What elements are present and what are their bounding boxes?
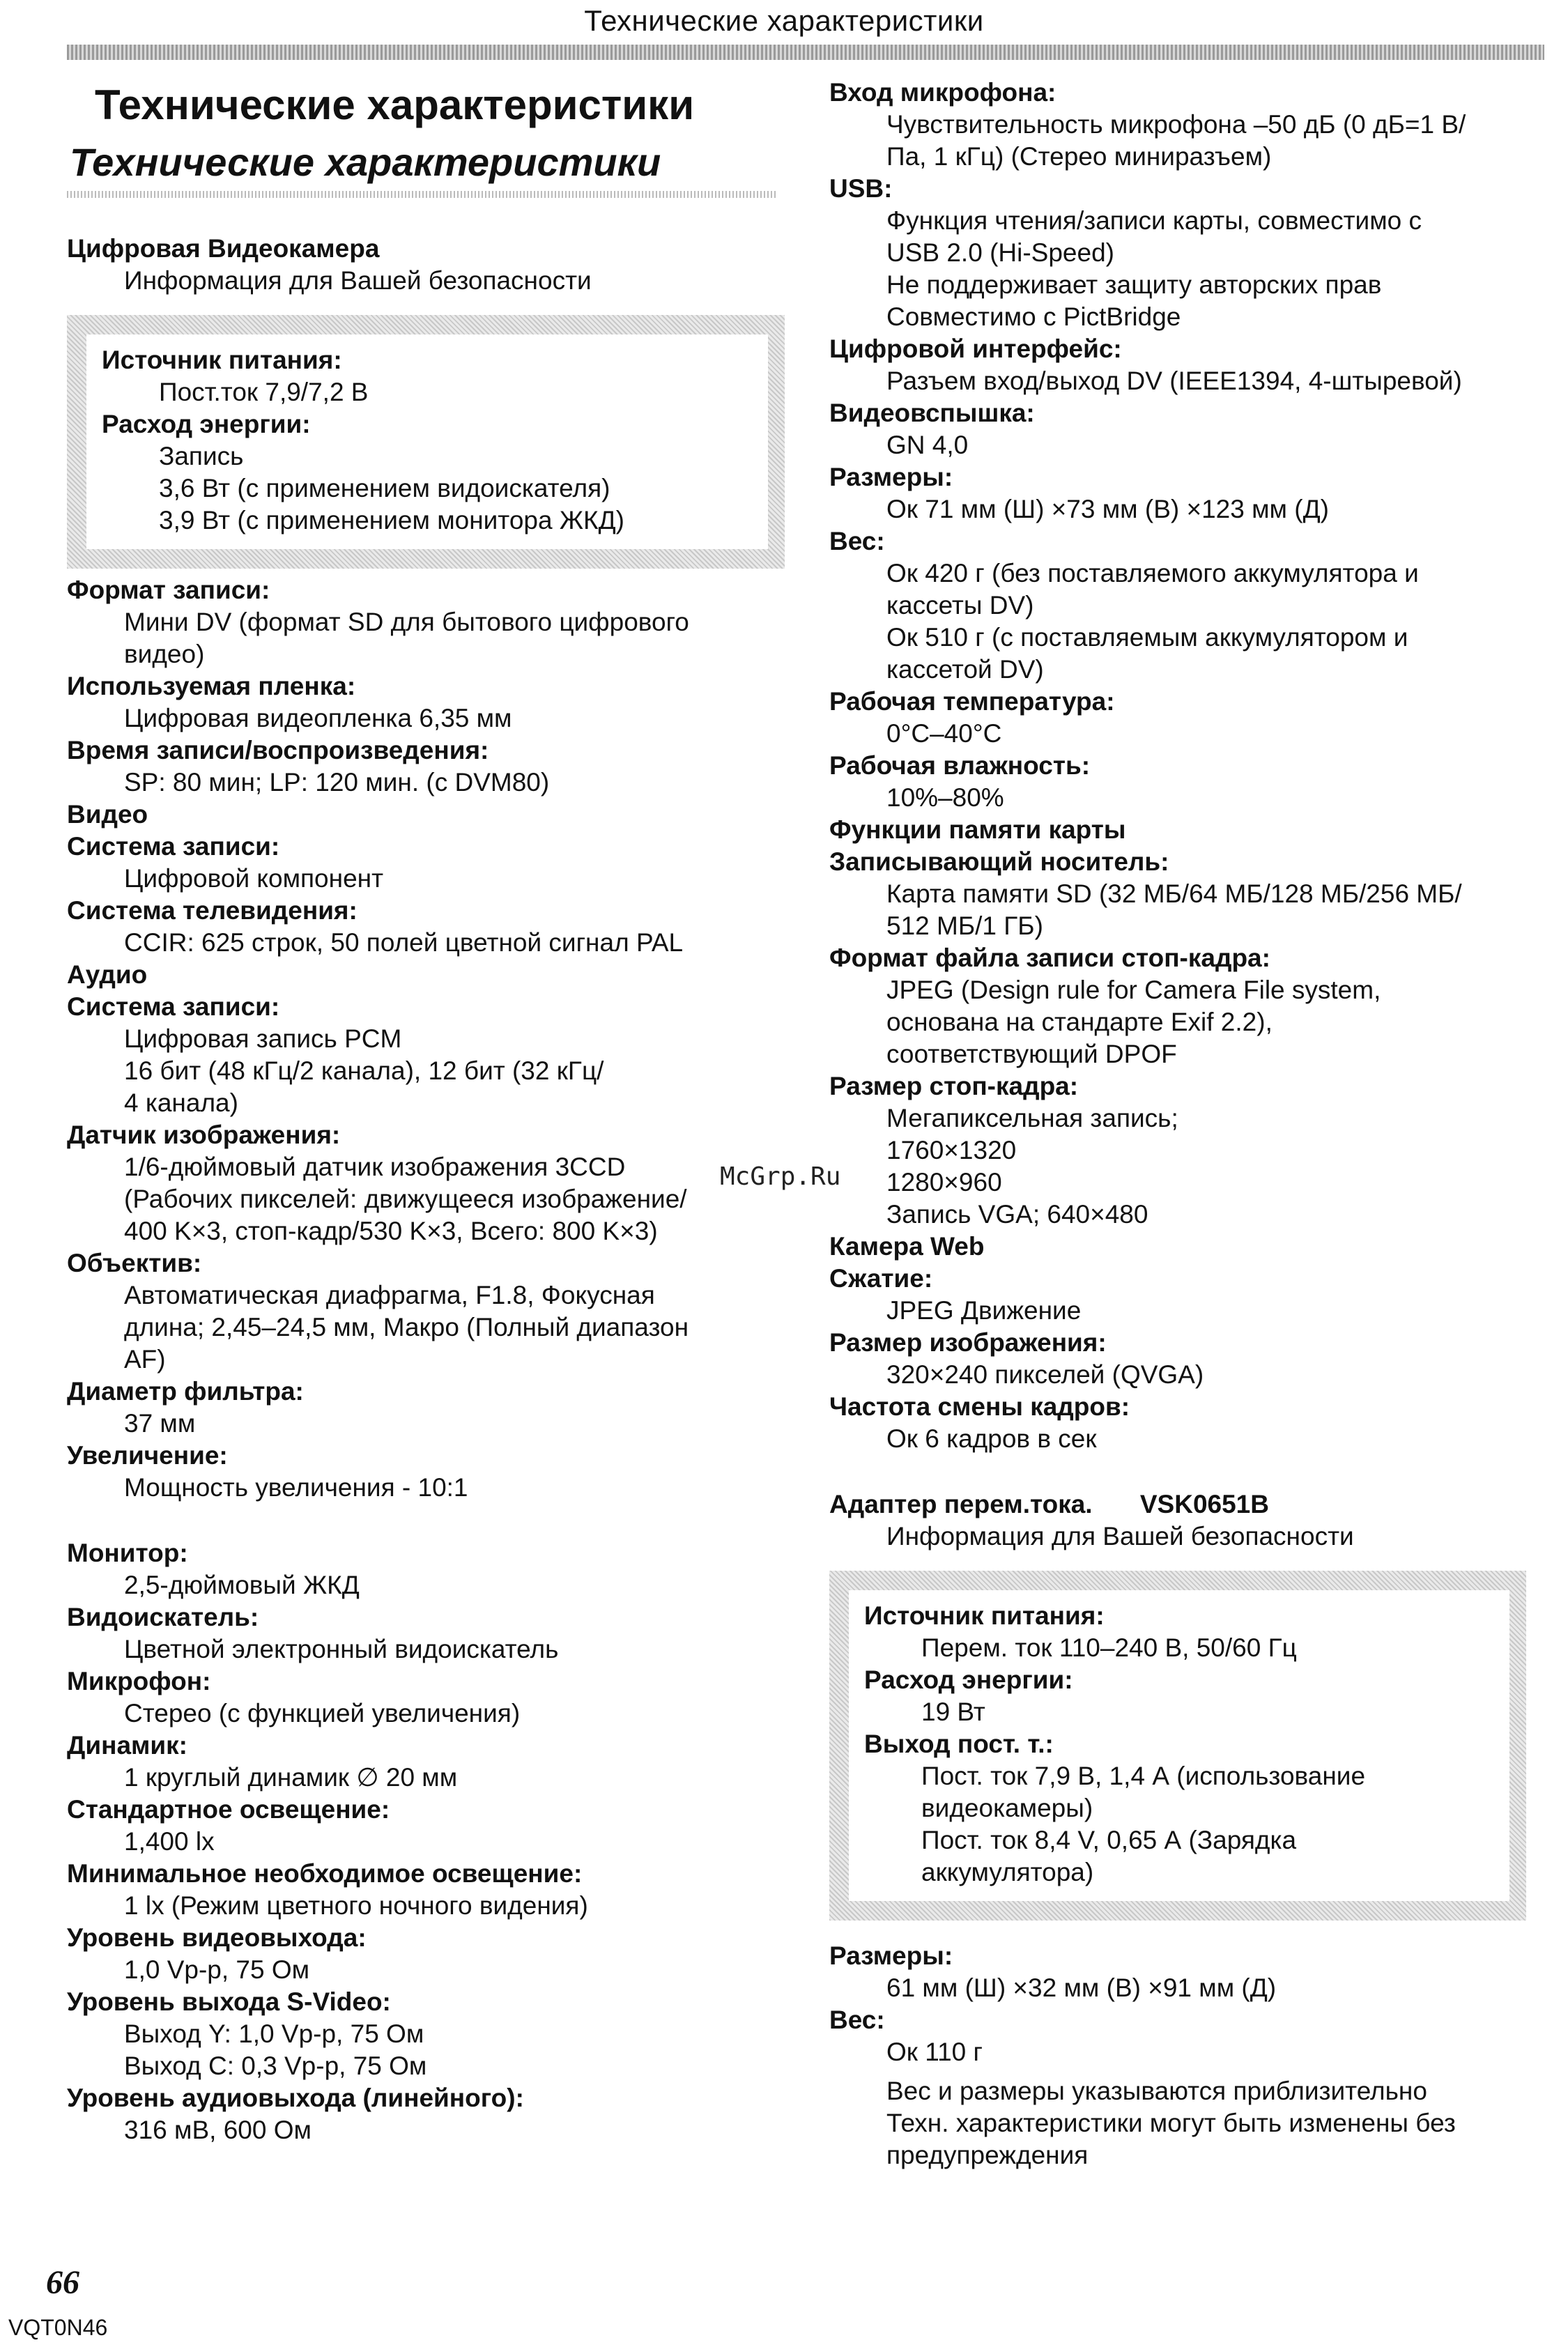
spec-label: USB:: [829, 174, 893, 203]
spec-item: [102, 344, 768, 408]
spec-item: [67, 1794, 785, 1858]
spec-value: 512 МБ/1 ГБ): [886, 911, 1043, 940]
spec-label: Видео: [67, 800, 148, 829]
spec-item: [829, 461, 1526, 525]
spec-label: Источник питания:: [864, 1601, 1105, 1630]
spec-item: [67, 1922, 785, 1986]
spec-label: Цифровой интерфейс:: [829, 334, 1122, 363]
spec-value: Стерео (с функцией увеличения): [124, 1699, 521, 1727]
spec-item: [829, 942, 1526, 1070]
spec-label: Используемая пленка:: [67, 672, 356, 700]
spec-value: Запись VGA; 640×480: [886, 1200, 1148, 1229]
subtitle-rule: [67, 191, 778, 198]
spec-item: [67, 2082, 785, 2146]
spec-item: [829, 686, 1526, 750]
spec-item: [864, 1728, 1509, 1888]
spec-value: Совместимо с PictBridge: [886, 302, 1181, 331]
spec-item: [829, 173, 1526, 333]
spec-label: Вес:: [829, 527, 885, 555]
spec-value: 3,9 Вт (с применением монитора ЖКД): [159, 506, 624, 534]
spec-label: Источник питания:: [102, 346, 342, 374]
spec-item: [829, 1231, 1526, 1263]
spec-item: [829, 525, 1526, 686]
spec-value: Чувствительность микрофона –50 дБ (0 дБ=1 В/: [886, 110, 1466, 139]
spec-label: Уровень видеовыхода:: [67, 1923, 367, 1952]
spec-label: Датчик изображения:: [67, 1121, 341, 1149]
spec-item: [67, 799, 785, 831]
spec-value: Пост.ток 7,9/7,2 B: [159, 378, 369, 406]
spec-item: [829, 814, 1526, 846]
spec-value: 16 бит (48 кГц/2 канала), 12 бит (32 кГц/: [124, 1056, 604, 1085]
spec-value: 1 lx (Режим цветного ночного видения): [124, 1891, 588, 1920]
note-line: предупреждения: [886, 2141, 1089, 2169]
document-code: VQT0N46: [8, 2315, 108, 2340]
spec-item: [67, 1376, 785, 1440]
spec-value: 320×240 пикселей (QVGA): [886, 1360, 1204, 1389]
spec-item: [67, 1601, 785, 1665]
spec-label: Рабочая температура:: [829, 687, 1115, 716]
spec-value: Перем. ток 110–240 В, 50/60 Гц: [921, 1633, 1297, 1662]
spec-label: Видоискатель:: [67, 1603, 259, 1631]
spec-label: Динамик:: [67, 1731, 187, 1760]
spec-label: Монитор:: [67, 1539, 188, 1567]
spec-value: 400 K×3, стоп-кадр/530 K×3, Всего: 800 K×3): [124, 1217, 658, 1245]
spec-value: 0°C–40°C: [886, 719, 1002, 748]
spec-item: [67, 1858, 785, 1922]
spec-value: Цветной электронный видоискатель: [124, 1635, 559, 1663]
spec-label: Уровень выхода S-Video:: [67, 1987, 391, 2016]
spec-value: Выход С: 0,3 Vp-p, 75 Ом: [124, 2052, 427, 2080]
right-column: [829, 77, 1526, 2171]
spec-value: 1280×960: [886, 1168, 1002, 1196]
spec-value: видеокамеры): [921, 1794, 1093, 1822]
spec-label: Размеры:: [829, 463, 953, 491]
spec-item: [67, 1730, 785, 1794]
spec-label: Уровень аудиовыхода (линейного):: [67, 2084, 524, 2112]
spec-item: [829, 846, 1526, 942]
spec-item: [67, 991, 785, 1119]
spec-item: [102, 408, 768, 537]
spec-item: [829, 333, 1526, 397]
spec-value: 10%–80%: [886, 783, 1004, 812]
spec-value: Автоматическая диафрагма, F1.8, Фокусная: [124, 1281, 655, 1309]
running-header: Технические характеристики: [584, 4, 984, 37]
spec-item: [67, 1440, 785, 1504]
spec-item: [829, 1327, 1526, 1391]
spec-value: основана на стандарте Exif 2.2),: [886, 1008, 1273, 1036]
camera-power-box: [67, 315, 785, 569]
spec-value: 3,6 Вт (с применением видоискателя): [159, 474, 610, 502]
note-line: Техн. характеристики могут быть изменены без: [886, 2109, 1456, 2137]
spec-item: [829, 2004, 1526, 2068]
spec-value: 1/6-дюймовый датчик изображения 3CCD: [124, 1153, 626, 1181]
spec-value: Мини DV (формат SD для бытового цифрового: [124, 608, 689, 636]
spec-value: Ок 510 г (с поставляемым аккумулятором и: [886, 623, 1408, 652]
spec-value: Цифровой компонент: [124, 864, 384, 893]
spec-item: [67, 895, 785, 959]
adapter-power-box: [829, 1571, 1526, 1921]
spec-value: Ок 6 кадров в сек: [886, 1424, 1097, 1453]
adapter-section-title: [829, 1488, 1526, 1521]
spec-item: [67, 1247, 785, 1376]
spec-value: Пост. ток 8,4 V, 0,65 А (Зарядка: [921, 1826, 1297, 1854]
spec-value: Функция чтения/записи карты, совместимо с: [886, 206, 1422, 235]
spec-label: Размер изображения:: [829, 1328, 1107, 1357]
spec-item: [67, 670, 785, 734]
spec-label: Расход энергии:: [864, 1665, 1073, 1694]
spec-value: USB 2.0 (Hi-Speed): [886, 238, 1114, 267]
spec-value: Выход Y: 1,0 Vp-p, 75 Ом: [124, 2019, 424, 2048]
adapter-safety-note: Информация для Вашей безопасности: [886, 1522, 1354, 1550]
spec-value: Ок 420 г (без поставляемого аккумулятора и: [886, 559, 1419, 587]
spec-value: 19 Вт: [921, 1698, 985, 1726]
spec-item: [829, 77, 1526, 173]
spec-item: [829, 750, 1526, 814]
spec-value: 316 мВ, 600 Ом: [124, 2116, 312, 2144]
header-divider: [67, 45, 1544, 60]
camera-safety-note: Информация для Вашей безопасности: [124, 266, 592, 295]
spec-label: Камера Web: [829, 1232, 985, 1261]
spec-item: [67, 1537, 785, 1601]
spec-label: Объектив:: [67, 1249, 202, 1277]
spec-value: 1,400 lx: [124, 1827, 215, 1856]
spec-item: [67, 959, 785, 991]
spec-value: 1,0 Vp-p, 75 Ом: [124, 1955, 310, 1984]
spec-value: Карта памяти SD (32 МБ/64 МБ/128 МБ/256 МБ/: [886, 879, 1462, 908]
left-column: [67, 77, 785, 2146]
spec-item: [864, 1664, 1509, 1728]
spec-label: Диаметр фильтра:: [67, 1377, 304, 1406]
note-line: Вес и размеры указываются приблизительно: [886, 2077, 1427, 2105]
spec-value: SP: 80 мин; LP: 120 мин. (с DVM80): [124, 768, 550, 797]
spec-label: Увеличение:: [67, 1441, 228, 1470]
spec-label: Вход микрофона:: [829, 78, 1056, 107]
spec-label: Вес:: [829, 2006, 885, 2034]
spec-value: Цифровая видеопленка 6,35 мм: [124, 704, 512, 732]
spec-item: [67, 1665, 785, 1730]
spec-label: Выход пост. т.:: [864, 1730, 1054, 1758]
spec-label: Формат записи:: [67, 576, 270, 604]
spec-item: [864, 1600, 1509, 1664]
adapter-model: VSK0651B: [1139, 1490, 1269, 1518]
spec-value: Ок 110 г: [886, 2038, 983, 2066]
adapter-name: Адаптер перем.тока.: [829, 1490, 1093, 1518]
spec-value: Ок 71 мм (Ш) ×73 мм (В) ×123 мм (Д): [886, 495, 1329, 523]
spec-value: Не поддерживает защиту авторских прав: [886, 270, 1382, 299]
spec-value: 61 мм (Ш) ×32 мм (В) ×91 мм (Д): [886, 1973, 1277, 2002]
spec-value: 1760×1320: [886, 1136, 1017, 1164]
spec-label: Сжатие:: [829, 1264, 933, 1293]
page-subtitle: Технические характеристики: [70, 140, 661, 184]
camera-section-title: Цифровая Видеокамера: [67, 234, 380, 263]
spec-value: 2,5-дюймовый ЖКД: [124, 1571, 360, 1599]
spec-value: AF): [124, 1345, 166, 1373]
spec-value: Па, 1 кГц) (Стерео миниразъем): [886, 142, 1272, 171]
spec-label: Время записи/воспроизведения:: [67, 736, 489, 764]
spec-label: Формат файла записи стоп-кадра:: [829, 944, 1270, 972]
spec-label: Размеры:: [829, 1941, 953, 1970]
spec-value: кассеты DV): [886, 591, 1034, 620]
spec-label: Стандартное освещение:: [67, 1795, 390, 1824]
spec-value: JPEG (Design rule for Camera File system,: [886, 976, 1381, 1004]
spec-item: [829, 1391, 1526, 1455]
adapter-notes: [829, 2075, 1526, 2171]
spec-value: длина; 2,45–24,5 мм, Макро (Полный диапазон: [124, 1313, 689, 1341]
spec-label: Функции памяти карты: [829, 815, 1126, 844]
spec-label: Видеовспышка:: [829, 399, 1035, 427]
spec-label: Микрофон:: [67, 1667, 211, 1695]
spec-item: [829, 1263, 1526, 1327]
spec-label: Система записи:: [67, 992, 280, 1021]
spec-label: Рабочая влажность:: [829, 751, 1091, 780]
watermark: McGrp.Ru: [720, 1162, 841, 1191]
spec-label: Система телевидения:: [67, 896, 358, 925]
spec-value: Мегапиксельная запись;: [886, 1104, 1178, 1132]
spec-value: Пост. ток 7,9 В, 1,4 А (использование: [921, 1762, 1366, 1790]
spec-label: Расход энергии:: [102, 410, 311, 438]
spec-value: (Рабочих пикселей: движущееся изображение/: [124, 1185, 687, 1213]
spec-value: 4 канала): [124, 1088, 238, 1117]
spec-value: 1 круглый динамик ∅ 20 мм: [124, 1763, 458, 1792]
spec-item: [67, 734, 785, 799]
spec-label: Минимальное необходимое освещение:: [67, 1859, 583, 1888]
spec-item: [67, 574, 785, 670]
spec-value: аккумулятора): [921, 1858, 1094, 1886]
spec-item: [67, 1119, 785, 1247]
spec-value: Мощность увеличения - 10:1: [124, 1473, 468, 1502]
spec-label: Записывающий носитель:: [829, 847, 1169, 876]
spec-value: Запись: [159, 442, 244, 470]
page-number: 66: [46, 2264, 79, 2301]
spec-item: [829, 1940, 1526, 2004]
spec-value: кассетой DV): [886, 655, 1044, 684]
spec-value: Разъем вход/выход DV (IEEE1394, 4-штыревой): [886, 367, 1462, 395]
spec-item: [829, 397, 1526, 461]
spec-label: Система записи:: [67, 832, 280, 861]
spec-item: [67, 1986, 785, 2082]
spec-value: 37 мм: [124, 1409, 196, 1438]
spec-value: видео): [124, 640, 205, 668]
spec-value: соответствующий DPOF: [886, 1040, 1177, 1068]
spec-value: Цифровая запись PCM: [124, 1024, 402, 1053]
spec-value: JPEG Движение: [886, 1296, 1082, 1325]
spec-value: GN 4,0: [886, 431, 969, 459]
page-title: Технические характеристики: [95, 82, 695, 128]
spec-item: [829, 1070, 1526, 1231]
spec-value: CCIR: 625 строк, 50 полей цветной сигнал PAL: [124, 928, 684, 957]
spec-label: Частота смены кадров:: [829, 1392, 1130, 1421]
spec-label: Аудио: [67, 960, 148, 989]
spec-item: [67, 831, 785, 895]
spec-label: Размер стоп-кадра:: [829, 1072, 1079, 1100]
